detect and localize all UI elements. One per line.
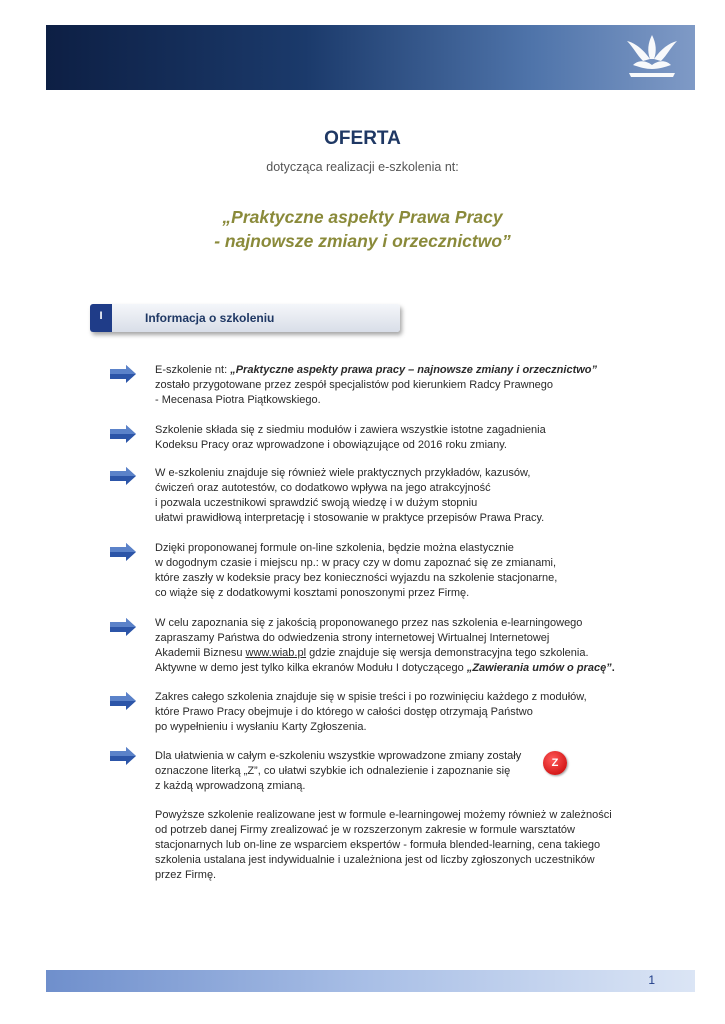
section-header: [90, 304, 400, 332]
section-number: I: [90, 304, 112, 332]
p1-prefix: E-szkolenie nt:: [155, 364, 231, 376]
arrow-bullet-icon: [110, 425, 136, 443]
p5-text-b: gdzie znajduje się wersja demonstracyjna tego szkolenia. Aktywne w demo jest tylko kilka ekranów Modułu I dotyczącego: [155, 647, 589, 674]
arrow-bullet-icon: [110, 692, 136, 710]
arrow-bullet-icon: [110, 467, 136, 485]
course-title-line-2: - najnowsze zmiany i orzecznictwo”: [214, 231, 511, 251]
arrow-bullet-icon: [110, 365, 136, 383]
arrow-bullet-icon: [110, 543, 136, 561]
arrow-bullet-icon: [110, 747, 136, 765]
paragraph-2: Szkolenie składa się z siedmiu modułów i zawiera wszystkie istotne zagadnienia Kodeksu Pracy oraz wprowadzone i obowiązujące od 2016 roku zmiany.: [155, 424, 546, 451]
p5-module-name: „Zawierania umów o pracę”: [466, 662, 612, 674]
paragraph-7: Dla ułatwienia w całym e-szkoleniu wszystkie wprowadzone zmiany zostały oznaczone literką „Z”, co ułatwi szybkie ich odnalezienie i zapoznanie się z każdą wprowadzoną zmianą.: [155, 750, 522, 792]
paragraph-4: Dzięki proponowanej formule on-line szkolenia, będzie można elastycznie w dogodnym czasie i miejscu np.: w pracy czy w domu zapoznać się ze zmianami, które zaszły w kodeksie pracy bez konieczności wyjazdu na szkolenie stacjonarne, co wiąże się z dodatkowymi kosztami ponoszonymi przez Firmę.: [155, 542, 558, 599]
paragraph-8: Powyższe szkolenie realizowane jest w formule e-learningowej możemy również w zależności od potrzeb danej Firmy zrealizować je w rozszerzonym zakresie w formule warsztatów stacjonarnych lub on-line ze wsparciem ekspertów - formuła blended-learning, cena takiego szkolenia ustalana jest indywidualnie i uzależniona jest od liczby zgłoszonych uczestników przez Firmę.: [155, 809, 612, 881]
paragraph-3: W e-szkoleniu znajduje się również wiele praktycznych przykładów, kazusów, ćwiczeń oraz autotestów, co dodatkowo wpływa na jego atrakcyjność i pozwala uczestnikowi sprawdzić swoją wiedzę i w dużym stopniu ułatwi prawidłową interpretację i stosowanie w praktyce przepisów Prawa Pracy.: [155, 467, 545, 524]
p5-text-a: W celu zapoznania się z jakością proponowanego przez nas szkolenia e-learningowego zapraszamy Państwa do odwiedzenia strony internetowej Wirtualnej Internetowej Akademii Biznesu: [155, 617, 583, 659]
course-title: [0, 205, 725, 253]
arrow-bullet-icon: [110, 618, 136, 636]
paragraph-5: [155, 616, 625, 676]
wings-logo-icon: [621, 29, 683, 85]
p1-rest: zostało przygotowane przez zespół specjalistów pod kierunkiem Radcy Prawnego - Mecenasa Piotra Piątkowskiego.: [155, 379, 554, 406]
z-change-badge: Z: [543, 751, 567, 775]
page-subtitle: dotycząca realizacji e-szkolenia nt:: [266, 160, 459, 174]
paragraph-6: Zakres całego szkolenia znajduje się w spisie treści i po rozwinięciu każdego z modułów, które Prawo Pracy obejmuje i do którego w całości dostęp otrzymają Państwo po wypełnieniu i wysłaniu Karty Zgłoszenia.: [155, 691, 587, 733]
page-title: OFERTA: [324, 128, 401, 149]
page-number: 1: [648, 973, 655, 987]
p5-end: .: [611, 662, 615, 674]
wiab-link[interactable]: www.wiab.pl: [245, 647, 307, 659]
course-title-line-1: „Praktyczne aspekty Prawa Pracy: [222, 207, 503, 227]
p1-course-name: „Praktyczne aspekty prawa pracy – najnowsze zmiany i orzecznictwo”: [230, 364, 598, 376]
header-banner: [46, 25, 695, 90]
footer-banner: [46, 970, 695, 992]
paragraph-1: [155, 363, 625, 408]
section-label: Informacja o szkoleniu: [145, 311, 275, 325]
